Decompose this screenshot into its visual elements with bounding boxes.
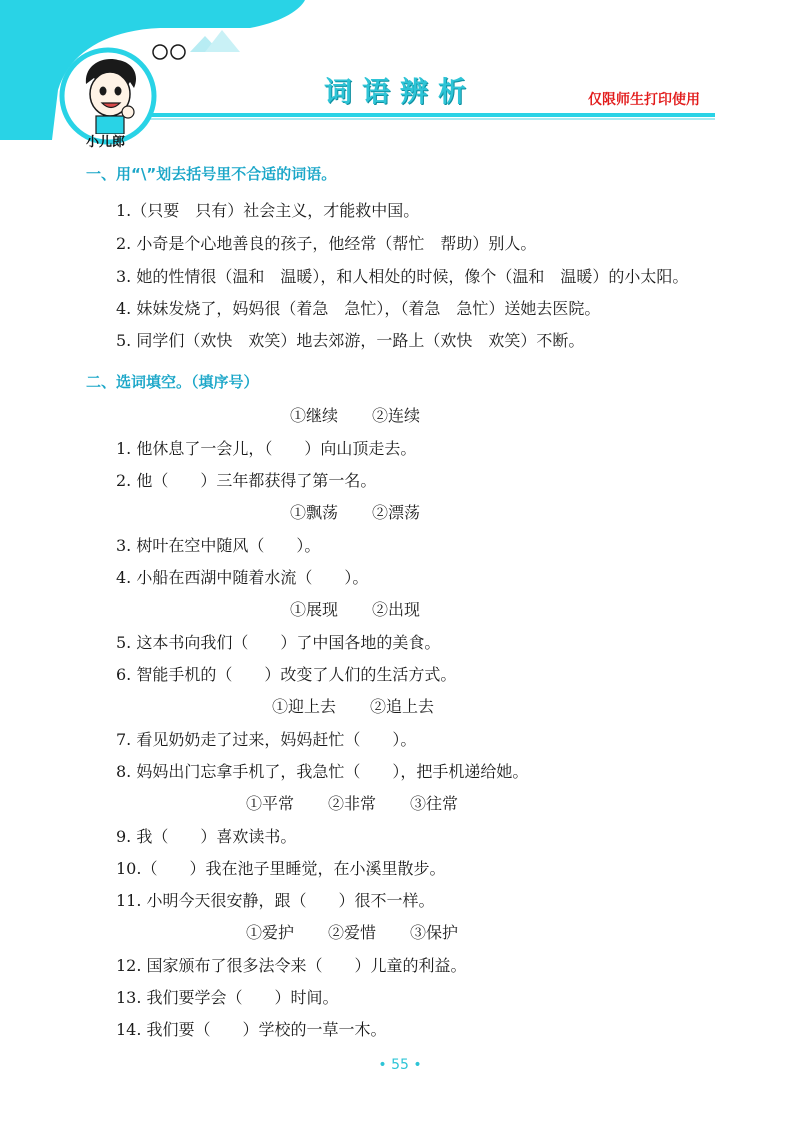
question-item: 12. 国家颁布了很多法令来（ ）儿童的利益。 — [116, 956, 467, 975]
page-number: • 55 • — [378, 1057, 422, 1073]
option: ②漂荡 — [372, 503, 421, 522]
option: ①迎上去 — [272, 697, 337, 716]
question-item: 2. 他（ ）三年都获得了第一名。 — [116, 471, 377, 490]
option: ②连续 — [372, 406, 421, 425]
question-item: 4. 妹妹发烧了，妈妈很（着急 急忙），（着急 急忙）送她去医院。 — [116, 299, 601, 318]
option: ②非常 — [328, 794, 377, 813]
word-options — [246, 920, 458, 943]
question-item: 6. 智能手机的（ ）改变了人们的生活方式。 — [116, 665, 457, 684]
question-item: 9. 我（ ）喜欢读书。 — [116, 827, 297, 846]
print-note: 仅限师生打印使用 — [588, 92, 700, 108]
section-2-title: 二、选词填空。（填序号） — [86, 373, 259, 391]
mascot-boy-icon — [70, 54, 150, 134]
option: ①继续 — [290, 406, 339, 425]
word-options — [272, 694, 434, 717]
option: ②爱惜 — [328, 923, 377, 942]
option: ①展现 — [290, 600, 339, 619]
question-item: 4. 小船在西湖中随着水流（ ）。 — [116, 568, 369, 587]
word-options — [290, 403, 420, 426]
option: ①平常 — [246, 794, 295, 813]
question-item: 7. 看见奶奶走了过来，妈妈赶忙（ ）。 — [116, 730, 417, 749]
question-item: 3. 树叶在空中随风（ ）。 — [116, 536, 321, 555]
question-item: 1.（只要 只有）社会主义，才能救中国。 — [116, 201, 420, 220]
question-item: 10.（ ）我在池子里睡觉，在小溪里散步。 — [116, 859, 446, 878]
question-item: 8. 妈妈出门忘拿手机了，我急忙（ ），把手机递给她。 — [116, 762, 529, 781]
question-item: 1. 他休息了一会儿，（ ）向山顶走去。 — [116, 439, 417, 458]
question-item: 5. 这本书向我们（ ）了中国各地的美食。 — [116, 633, 441, 652]
section-1-title: 一、用“\”划去括号里不合适的词语。 — [86, 165, 337, 183]
word-options — [290, 500, 420, 523]
question-item: 5. 同学们（欢快 欢笑）地去郊游，一路上（欢快 欢笑）不断。 — [116, 331, 585, 350]
mascot-label: 小儿郎 — [86, 135, 126, 150]
option: ②出现 — [372, 600, 421, 619]
question-item: 2. 小奇是个心地善良的孩子，他经常（帮忙 帮助）别人。 — [116, 234, 537, 253]
option: ③保护 — [410, 923, 459, 942]
question-item: 11. 小明今天很安静，跟（ ）很不一样。 — [116, 891, 435, 910]
word-options — [246, 791, 458, 814]
question-item: 14. 我们要（ ）学校的一草一木。 — [116, 1020, 387, 1039]
option: ②追上去 — [370, 697, 435, 716]
option: ①爱护 — [246, 923, 295, 942]
question-item: 3. 她的性情很（温和 温暖），和人相处的时候，像个（温和 温暖）的小太阳。 — [116, 267, 689, 286]
question-item: 13. 我们要学会（ ）时间。 — [116, 988, 339, 1007]
word-options — [290, 597, 420, 620]
option: ①飘荡 — [290, 503, 339, 522]
option: ③往常 — [410, 794, 459, 813]
page-title: 词语辨析 — [324, 75, 477, 108]
